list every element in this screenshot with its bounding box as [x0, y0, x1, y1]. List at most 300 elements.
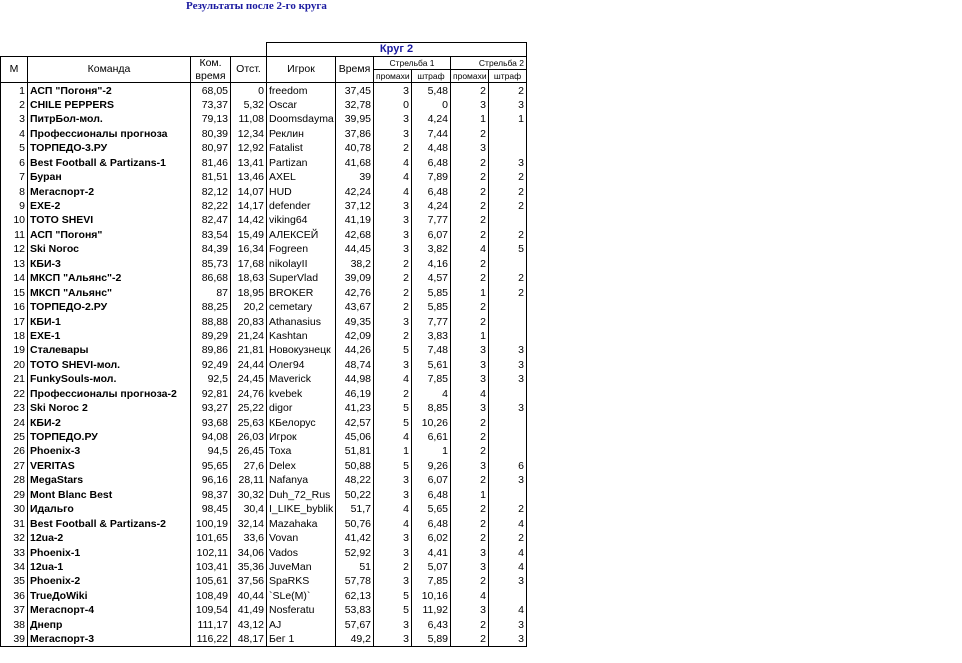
- cell-time: 44,45: [336, 242, 374, 256]
- cell-penalty-2: 1: [489, 112, 527, 126]
- cell-team: Идальго: [28, 502, 191, 516]
- cell-team: CHILE PEPPERS: [28, 98, 191, 112]
- cell-misses-2: 3: [451, 401, 489, 415]
- table-row: [1, 127, 527, 141]
- cell-time: 40,78: [336, 141, 374, 155]
- cell-time: 42,24: [336, 184, 374, 198]
- cell-penalty-1: 4,16: [412, 257, 451, 271]
- cell-player: HUD: [267, 184, 336, 198]
- cell-com-time: 89,29: [191, 329, 231, 343]
- cell-team: АСП "Погоня"-2: [28, 83, 191, 98]
- table-row: [1, 531, 527, 545]
- cell-time: 53,83: [336, 603, 374, 617]
- cell-team: Ski Nогос: [28, 242, 191, 256]
- cell-time: 41,68: [336, 155, 374, 169]
- cell-place: 21: [1, 372, 28, 386]
- table-row: [1, 343, 527, 357]
- cell-player: AJ: [267, 617, 336, 631]
- cell-misses-1: 2: [374, 329, 412, 343]
- cell-misses-1: 4: [374, 372, 412, 386]
- cell-team: VERITAS: [28, 459, 191, 473]
- cell-misses-2: 3: [451, 372, 489, 386]
- table-row: [1, 502, 527, 516]
- cell-gap: 12,34: [231, 127, 267, 141]
- table-row: [1, 213, 527, 227]
- cell-gap: 18,63: [231, 271, 267, 285]
- cell-penalty-2: 6: [489, 459, 527, 473]
- cell-team: Сталевары: [28, 343, 191, 357]
- cell-misses-2: 2: [451, 127, 489, 141]
- cell-place: 24: [1, 415, 28, 429]
- cell-time: 51,81: [336, 444, 374, 458]
- cell-gap: 14,07: [231, 184, 267, 198]
- cell-team: Мегаспорт-4: [28, 603, 191, 617]
- cell-gap: 21,24: [231, 329, 267, 343]
- table-row: [1, 401, 527, 415]
- cell-player: I_LIKE_byblik: [267, 502, 336, 516]
- cell-player: digor: [267, 401, 336, 415]
- cell-player: Kashtan: [267, 329, 336, 343]
- cell-team: FunkySouls-мол.: [28, 372, 191, 386]
- cell-place: 28: [1, 473, 28, 487]
- cell-player: Nosferatu: [267, 603, 336, 617]
- cell-player: Бег 1: [267, 632, 336, 647]
- col-com-time: Ком.: [191, 56, 231, 69]
- cell-time: 49,35: [336, 314, 374, 328]
- table-row: [1, 141, 527, 155]
- table-row: [1, 358, 527, 372]
- table-row: [1, 415, 527, 429]
- cell-penalty-2: 2: [489, 271, 527, 285]
- cell-team: MegaStars: [28, 473, 191, 487]
- cell-misses-1: 2: [374, 285, 412, 299]
- cell-time: 52,92: [336, 545, 374, 559]
- round-header: Круг 2: [267, 43, 527, 57]
- cell-time: 62,13: [336, 589, 374, 603]
- cell-gap: 12,92: [231, 141, 267, 155]
- cell-penalty-1: 7,85: [412, 574, 451, 588]
- page-title: Результаты после 2-го круга: [186, 0, 327, 12]
- cell-penalty-1: 5,61: [412, 358, 451, 372]
- cell-player: Игрок: [267, 430, 336, 444]
- table-row: [1, 242, 527, 256]
- cell-player: Maverick: [267, 372, 336, 386]
- cell-com-time: 94,5: [191, 444, 231, 458]
- cell-penalty-2: 2: [489, 170, 527, 184]
- cell-misses-2: 2: [451, 184, 489, 198]
- cell-gap: 40,44: [231, 589, 267, 603]
- cell-team: ТОРПЕДО.РУ: [28, 430, 191, 444]
- cell-place: 25: [1, 430, 28, 444]
- cell-penalty-1: 4,41: [412, 545, 451, 559]
- cell-penalty-2: 2: [489, 83, 527, 98]
- cell-time: 39: [336, 170, 374, 184]
- cell-misses-2: 2: [451, 170, 489, 184]
- cell-com-time: 116,22: [191, 632, 231, 647]
- col-shooting2: Стрельба 2: [451, 56, 527, 69]
- cell-penalty-2: 3: [489, 372, 527, 386]
- cell-penalty-2: 2: [489, 184, 527, 198]
- cell-team: Мегаспорт-3: [28, 632, 191, 647]
- cell-com-time: 93,68: [191, 415, 231, 429]
- cell-time: 38,2: [336, 257, 374, 271]
- cell-misses-2: 2: [451, 574, 489, 588]
- cell-penalty-2: 3: [489, 98, 527, 112]
- cell-player: Mazahaka: [267, 516, 336, 530]
- cell-com-time: 87: [191, 285, 231, 299]
- cell-penalty-2: 5: [489, 242, 527, 256]
- cell-gap: 24,44: [231, 358, 267, 372]
- table-row: [1, 430, 527, 444]
- table-row: [1, 228, 527, 242]
- cell-gap: 21,81: [231, 343, 267, 357]
- cell-gap: 32,14: [231, 516, 267, 530]
- table-row: [1, 271, 527, 285]
- cell-com-time: 81,51: [191, 170, 231, 184]
- cell-misses-1: 5: [374, 343, 412, 357]
- cell-misses-1: 3: [374, 574, 412, 588]
- cell-time: 48,22: [336, 473, 374, 487]
- cell-gap: 15,49: [231, 228, 267, 242]
- cell-misses-1: 5: [374, 459, 412, 473]
- cell-time: 42,09: [336, 329, 374, 343]
- cell-misses-2: 2: [451, 271, 489, 285]
- cell-place: 9: [1, 199, 28, 213]
- cell-team: Mont Blanc Best: [28, 488, 191, 502]
- cell-com-time: 84,39: [191, 242, 231, 256]
- cell-time: 41,23: [336, 401, 374, 415]
- cell-misses-2: 2: [451, 502, 489, 516]
- cell-com-time: 101,65: [191, 531, 231, 545]
- table-row: [1, 516, 527, 530]
- cell-place: 10: [1, 213, 28, 227]
- cell-time: 50,22: [336, 488, 374, 502]
- cell-place: 29: [1, 488, 28, 502]
- cell-misses-2: 2: [451, 617, 489, 631]
- cell-place: 31: [1, 516, 28, 530]
- cell-player: Delex: [267, 459, 336, 473]
- col-team: Команда: [28, 56, 191, 83]
- cell-penalty-2: [489, 415, 527, 429]
- cell-penalty-2: [489, 488, 527, 502]
- cell-gap: 48,17: [231, 632, 267, 647]
- cell-misses-1: 3: [374, 358, 412, 372]
- table-row: [1, 560, 527, 574]
- cell-penalty-2: [489, 589, 527, 603]
- cell-penalty-2: 3: [489, 632, 527, 647]
- cell-place: 26: [1, 444, 28, 458]
- cell-com-time: 105,61: [191, 574, 231, 588]
- cell-team: КБИ-1: [28, 314, 191, 328]
- cell-time: 44,98: [336, 372, 374, 386]
- cell-team: TOTO SHEVI-мол.: [28, 358, 191, 372]
- cell-misses-1: 4: [374, 516, 412, 530]
- cell-misses-2: 3: [451, 560, 489, 574]
- cell-place: 22: [1, 386, 28, 400]
- cell-misses-1: 3: [374, 112, 412, 126]
- cell-place: 19: [1, 343, 28, 357]
- cell-penalty-2: 2: [489, 228, 527, 242]
- cell-misses-2: 3: [451, 603, 489, 617]
- cell-penalty-2: 3: [489, 473, 527, 487]
- cell-com-time: 73,37: [191, 98, 231, 112]
- cell-misses-2: 1: [451, 488, 489, 502]
- cell-time: 42,76: [336, 285, 374, 299]
- cell-place: 34: [1, 560, 28, 574]
- cell-misses-1: 5: [374, 603, 412, 617]
- table-row: [1, 574, 527, 588]
- cell-misses-2: 3: [451, 545, 489, 559]
- cell-misses-1: 3: [374, 213, 412, 227]
- cell-place: 11: [1, 228, 28, 242]
- cell-player: AXEL: [267, 170, 336, 184]
- cell-penalty-2: 2: [489, 285, 527, 299]
- cell-penalty-1: 7,44: [412, 127, 451, 141]
- cell-time: 37,12: [336, 199, 374, 213]
- table-row: [1, 632, 527, 647]
- cell-penalty-1: 5,89: [412, 632, 451, 647]
- cell-penalty-2: 2: [489, 199, 527, 213]
- cell-misses-1: 2: [374, 386, 412, 400]
- cell-misses-1: 3: [374, 545, 412, 559]
- cell-time: 41,42: [336, 531, 374, 545]
- results-sheet: [0, 42, 525, 652]
- cell-com-time: 96,16: [191, 473, 231, 487]
- table-row: [1, 155, 527, 169]
- cell-place: 37: [1, 603, 28, 617]
- cell-gap: 28,11: [231, 473, 267, 487]
- cell-penalty-2: 3: [489, 358, 527, 372]
- table-row: [1, 459, 527, 473]
- table-row: [1, 617, 527, 631]
- cell-com-time: 94,08: [191, 430, 231, 444]
- cell-com-time: 82,12: [191, 184, 231, 198]
- cell-penalty-1: 7,77: [412, 213, 451, 227]
- cell-penalty-1: 6,02: [412, 531, 451, 545]
- cell-gap: 25,63: [231, 415, 267, 429]
- table-row: [1, 545, 527, 559]
- cell-place: 18: [1, 329, 28, 343]
- cell-player: Vados: [267, 545, 336, 559]
- cell-player: Partizan: [267, 155, 336, 169]
- table-row: [1, 488, 527, 502]
- cell-team: ТОРПЕДО-2.РУ: [28, 300, 191, 314]
- cell-penalty-1: 5,85: [412, 285, 451, 299]
- cell-place: 32: [1, 531, 28, 545]
- cell-gap: 24,45: [231, 372, 267, 386]
- cell-penalty-1: 4,24: [412, 199, 451, 213]
- table-row: [1, 285, 527, 299]
- cell-penalty-2: [489, 300, 527, 314]
- cell-team: 12ua-1: [28, 560, 191, 574]
- cell-player: kvebek: [267, 386, 336, 400]
- col-misses-2: промахи: [451, 69, 489, 82]
- table-row: [1, 603, 527, 617]
- cell-gap: 5,32: [231, 98, 267, 112]
- cell-player: viking64: [267, 213, 336, 227]
- cell-misses-2: 1: [451, 329, 489, 343]
- cell-player: АЛЕКСЕЙ: [267, 228, 336, 242]
- cell-penalty-2: [489, 141, 527, 155]
- cell-penalty-2: 3: [489, 155, 527, 169]
- cell-time: 50,76: [336, 516, 374, 530]
- table-row: [1, 257, 527, 271]
- cell-player: SuperVlad: [267, 271, 336, 285]
- col-time: Время: [336, 56, 374, 83]
- cell-misses-2: 4: [451, 386, 489, 400]
- table-row: [1, 589, 527, 603]
- cell-penalty-2: 2: [489, 531, 527, 545]
- cell-time: 32,78: [336, 98, 374, 112]
- cell-misses-2: 2: [451, 155, 489, 169]
- cell-com-time: 83,54: [191, 228, 231, 242]
- cell-place: 30: [1, 502, 28, 516]
- cell-time: 49,2: [336, 632, 374, 647]
- cell-team: КБИ-2: [28, 415, 191, 429]
- cell-misses-2: 2: [451, 430, 489, 444]
- cell-com-time: 108,49: [191, 589, 231, 603]
- cell-gap: 41,49: [231, 603, 267, 617]
- cell-penalty-2: [489, 329, 527, 343]
- cell-penalty-1: 6,48: [412, 184, 451, 198]
- cell-penalty-1: 5,07: [412, 560, 451, 574]
- cell-misses-1: 3: [374, 617, 412, 631]
- table-row: [1, 98, 527, 112]
- cell-penalty-2: 2: [489, 502, 527, 516]
- cell-penalty-1: 4: [412, 386, 451, 400]
- cell-misses-1: 0: [374, 98, 412, 112]
- table-row: [1, 199, 527, 213]
- cell-penalty-1: 8,85: [412, 401, 451, 415]
- cell-place: 39: [1, 632, 28, 647]
- cell-penalty-1: 10,16: [412, 589, 451, 603]
- cell-place: 13: [1, 257, 28, 271]
- cell-gap: 14,17: [231, 199, 267, 213]
- cell-team: Phoenix-2: [28, 574, 191, 588]
- cell-misses-2: 2: [451, 83, 489, 98]
- cell-com-time: 88,88: [191, 314, 231, 328]
- cell-player: Новокузнецк: [267, 343, 336, 357]
- cell-penalty-2: [489, 314, 527, 328]
- cell-place: 35: [1, 574, 28, 588]
- col-penalty-2: штраф: [489, 69, 527, 82]
- table-row: [1, 473, 527, 487]
- cell-place: 33: [1, 545, 28, 559]
- cell-player: Oscar: [267, 98, 336, 112]
- cell-place: 14: [1, 271, 28, 285]
- cell-misses-1: 2: [374, 560, 412, 574]
- cell-penalty-2: 4: [489, 516, 527, 530]
- cell-gap: 20,2: [231, 300, 267, 314]
- cell-penalty-2: [489, 444, 527, 458]
- cell-penalty-2: [489, 213, 527, 227]
- cell-place: 8: [1, 184, 28, 198]
- cell-penalty-2: 3: [489, 574, 527, 588]
- cell-player: Doomsdayma: [267, 112, 336, 126]
- table-row: [1, 112, 527, 126]
- cell-com-time: 111,17: [191, 617, 231, 631]
- cell-gap: 26,45: [231, 444, 267, 458]
- cell-penalty-1: 6,61: [412, 430, 451, 444]
- cell-penalty-1: 4,57: [412, 271, 451, 285]
- cell-player: cemetary: [267, 300, 336, 314]
- cell-com-time: 85,73: [191, 257, 231, 271]
- cell-player: defender: [267, 199, 336, 213]
- cell-com-time: 92,5: [191, 372, 231, 386]
- cell-com-time: 95,65: [191, 459, 231, 473]
- cell-penalty-2: 4: [489, 545, 527, 559]
- cell-team: КБИ-3: [28, 257, 191, 271]
- cell-misses-1: 3: [374, 83, 412, 98]
- cell-misses-2: 2: [451, 257, 489, 271]
- cell-time: 41,19: [336, 213, 374, 227]
- cell-com-time: 80,97: [191, 141, 231, 155]
- table-row: [1, 372, 527, 386]
- table-row: [1, 314, 527, 328]
- cell-player: Duh_72_Rus: [267, 488, 336, 502]
- cell-penalty-1: 10,26: [412, 415, 451, 429]
- cell-team: Днепр: [28, 617, 191, 631]
- cell-misses-2: 3: [451, 343, 489, 357]
- cell-gap: 26,03: [231, 430, 267, 444]
- table-row: [1, 444, 527, 458]
- cell-gap: 37,56: [231, 574, 267, 588]
- cell-misses-1: 2: [374, 141, 412, 155]
- col-player: Игрок: [267, 56, 336, 83]
- cell-misses-2: 2: [451, 632, 489, 647]
- cell-player: Vovan: [267, 531, 336, 545]
- col-penalty-1: штраф: [412, 69, 451, 82]
- cell-misses-2: 2: [451, 314, 489, 328]
- cell-time: 42,57: [336, 415, 374, 429]
- cell-com-time: 109,54: [191, 603, 231, 617]
- cell-penalty-1: 1: [412, 444, 451, 458]
- cell-player: JuveMan: [267, 560, 336, 574]
- cell-player: BROKER: [267, 285, 336, 299]
- cell-com-time: 79,13: [191, 112, 231, 126]
- cell-time: 39,09: [336, 271, 374, 285]
- cell-misses-1: 5: [374, 589, 412, 603]
- cell-misses-2: 2: [451, 228, 489, 242]
- cell-place: 1: [1, 83, 28, 98]
- cell-misses-2: 2: [451, 516, 489, 530]
- cell-player: `SLe(M)`: [267, 589, 336, 603]
- cell-misses-2: 3: [451, 98, 489, 112]
- cell-player: Athanasius: [267, 314, 336, 328]
- cell-penalty-1: 6,48: [412, 516, 451, 530]
- cell-time: 37,86: [336, 127, 374, 141]
- cell-time: 42,68: [336, 228, 374, 242]
- cell-misses-2: 4: [451, 589, 489, 603]
- cell-place: 5: [1, 141, 28, 155]
- cell-player: Олег94: [267, 358, 336, 372]
- cell-misses-2: 3: [451, 459, 489, 473]
- cell-com-time: 88,25: [191, 300, 231, 314]
- cell-time: 48,74: [336, 358, 374, 372]
- cell-gap: 43,12: [231, 617, 267, 631]
- cell-team: Профессионалы прогноза: [28, 127, 191, 141]
- cell-team: Мегаспорт-2: [28, 184, 191, 198]
- cell-misses-2: 2: [451, 300, 489, 314]
- cell-misses-2: 3: [451, 141, 489, 155]
- cell-team: 12ua-2: [28, 531, 191, 545]
- cell-team: TOTO SHEVI: [28, 213, 191, 227]
- cell-com-time: 92,81: [191, 386, 231, 400]
- cell-misses-2: 2: [451, 444, 489, 458]
- cell-misses-2: 2: [451, 199, 489, 213]
- cell-misses-1: 5: [374, 415, 412, 429]
- cell-team: Phoenix-3: [28, 444, 191, 458]
